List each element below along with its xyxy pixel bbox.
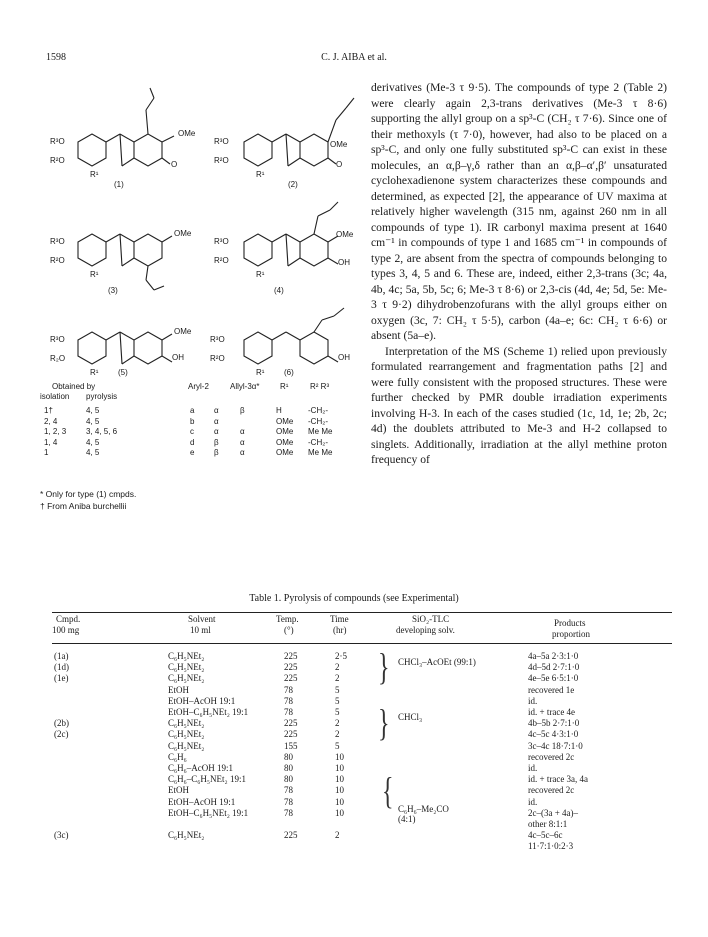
- label-1: (1): [114, 180, 124, 189]
- table-cell-products: 3c–4c 18·7:1·0: [528, 740, 583, 751]
- table-cell-cmpd: (1e): [54, 673, 69, 684]
- brace-3: {: [382, 771, 394, 813]
- note-star: * Only for type (1) cmpds.: [40, 489, 137, 499]
- table-cell-time: 10: [335, 796, 344, 807]
- table-cell-temp: 225: [284, 662, 298, 673]
- legend-header-r1: R¹: [280, 382, 289, 391]
- legend-cell-aryl: α: [214, 427, 219, 436]
- legend-row: [40, 438, 350, 449]
- table-body: [52, 647, 672, 891]
- legend-cell-r2r3: Me Me: [308, 448, 333, 457]
- table-cell-solvent: C₆H₆: [168, 751, 187, 762]
- legend-cell-allyl: α: [240, 448, 245, 457]
- table-cell-time: 5: [335, 740, 340, 751]
- atom-r2o-1: R²O: [50, 156, 65, 165]
- th-tlc-2: developing solv.: [396, 625, 455, 635]
- atom-oh-6: OH: [338, 353, 350, 362]
- legend-cell-key: b: [190, 416, 195, 426]
- table-cell-products: recovered 2c: [528, 751, 575, 762]
- atom-r1-4: R¹: [256, 270, 265, 279]
- atom-r3o-5: R³O: [50, 335, 65, 344]
- table-cell-products: id.: [528, 796, 538, 807]
- label-2: (2): [288, 180, 298, 189]
- th-temp-2: (°): [284, 625, 294, 635]
- table-cell-products: other 8:1:1: [528, 819, 568, 829]
- atom-oh-5: OH: [172, 353, 184, 362]
- table-cell-cmpd: (2b): [54, 718, 69, 729]
- atom-o-2: O: [336, 160, 343, 169]
- atom-oh-4: OH: [338, 258, 350, 267]
- table-cell-products: 11·7:1·0:2·3: [528, 841, 574, 852]
- legend-cell-pyrolysis: 4, 5: [86, 406, 100, 415]
- table-title: Table 1. Pyrolysis of compounds (see Experimental): [249, 593, 459, 604]
- tlc-group-1: CHCl₃–AcOEt (99:1): [398, 657, 476, 667]
- table-cell-time: 2: [335, 662, 340, 673]
- table-cell-temp: 225: [284, 729, 298, 740]
- table-cell-time: 10: [335, 807, 344, 818]
- table-cell-temp: 155: [284, 740, 298, 751]
- table-cell-time: 2: [335, 729, 340, 740]
- legend-cell-r1: OMe: [276, 427, 294, 436]
- table-cell-temp: 78: [284, 785, 293, 796]
- table-cell-solvent: C₆H₆–C₆H₅NEt₂ 19:1: [168, 774, 246, 785]
- table-cell-products: 4b–5b 2·7:1·0: [528, 718, 580, 729]
- table-cell-time: 10: [335, 774, 344, 785]
- table-cell-temp: 225: [284, 673, 298, 684]
- atom-ome-2: OMe: [330, 140, 348, 149]
- legend-cell-aryl: α: [214, 416, 219, 426]
- table-cell-products: id. + trace 4e: [528, 707, 576, 717]
- running-head: C. J. AIBA et al.: [321, 52, 387, 63]
- atom-r3o-2: R³O: [214, 137, 229, 146]
- table-cell-solvent: EtOH–AcOH 19:1: [168, 796, 236, 807]
- atom-ome-1: OMe: [178, 129, 196, 138]
- legend-cell-key: d: [190, 437, 195, 447]
- chemical-structures-figure: [38, 80, 358, 380]
- table-cell-products: recovered 1e: [528, 684, 575, 695]
- legend-notes: [40, 489, 136, 512]
- table-cell-time: 2: [335, 673, 340, 684]
- legend-header-isolation: isolation: [40, 392, 70, 401]
- legend-cell-r2r3: -CH₂-: [308, 406, 328, 415]
- table-cell-solvent: C₆H₅NEt₂: [168, 651, 205, 661]
- table-cell-cmpd: (2c): [54, 729, 69, 740]
- table-cell-cmpd: (1a): [54, 651, 69, 661]
- th-time-2: (hr): [333, 625, 347, 635]
- atom-r2o-5: R₂O: [50, 354, 66, 363]
- atom-r1-6: R¹: [256, 368, 265, 377]
- atom-ome-4: OMe: [336, 230, 354, 239]
- table-cell-solvent: C₆H₅NEt₂: [168, 729, 205, 740]
- legend-row: [40, 427, 350, 438]
- page-number: 1598: [46, 52, 66, 63]
- atom-r1-2: R¹: [256, 170, 265, 179]
- tlc-group-2: CHCl₃: [398, 712, 423, 722]
- legend-header-aryl: Aryl-2: [188, 382, 209, 391]
- atom-ome-5: OMe: [174, 327, 192, 336]
- table-cell-time: 2: [335, 718, 340, 729]
- table-cell-products: 4c–5c–6c: [528, 830, 563, 841]
- legend-cell-pyrolysis: 3, 4, 5, 6: [86, 427, 118, 436]
- table-cell-products: 4c–5c 4·3:1·0: [528, 729, 579, 740]
- brace-2: }: [378, 703, 390, 745]
- legend-cell-isolation: 2, 4: [44, 416, 58, 426]
- legend-cell-key: e: [190, 448, 195, 457]
- legend-row: [40, 448, 350, 459]
- th-temp-1: Temp.: [276, 614, 299, 624]
- tlc-group-4: (4:1): [398, 814, 416, 824]
- legend-cell-r1: OMe: [276, 416, 294, 426]
- table-cell-time: 10: [335, 763, 344, 773]
- table-cell-temp: 225: [284, 651, 298, 661]
- table-cell-time: 10: [335, 785, 344, 796]
- legend-header-pyrolysis: pyrolysis: [86, 392, 118, 401]
- atom-r1-1: R¹: [90, 170, 99, 179]
- table-cell-temp: 225: [284, 718, 298, 729]
- table-cell-solvent: EtOH: [168, 785, 189, 796]
- table-cell-time: 2·5: [335, 651, 347, 661]
- tlc-group-3: C₆H₆–Me₂CO: [398, 804, 449, 814]
- th-products-1: Products: [554, 618, 586, 628]
- atom-r2o-4: R²O: [214, 256, 229, 265]
- legend-header-obtained: Obtained by: [52, 382, 96, 391]
- th-cmpd-1: Cmpd.: [56, 614, 81, 624]
- table-cell-solvent: C₆H₅NEt₂: [168, 673, 205, 684]
- atom-r2o-6: R²O: [210, 354, 225, 363]
- table-cell-solvent: EtOH: [168, 684, 189, 695]
- table-top-rule: [52, 612, 672, 613]
- atom-r3o-1: R³O: [50, 137, 65, 146]
- table-cell-solvent: C₆H₅NEt₂: [168, 662, 205, 673]
- th-solvent-1: Solvent: [188, 614, 216, 624]
- table-cell-time: 2: [335, 830, 340, 841]
- table-cell-products: 4a–5a 2·3:1·0: [528, 651, 579, 661]
- table-cell-solvent: EtOH–AcOH 19:1: [168, 695, 236, 706]
- table-cell-cmpd: (1d): [54, 662, 69, 673]
- table-cell-products: id. + trace 3a, 4a: [528, 774, 589, 785]
- th-cmpd-2: 100 mg: [52, 625, 80, 635]
- body-text-column: [371, 80, 667, 468]
- atom-r1-3: R¹: [90, 270, 99, 279]
- table-cell-solvent: EtOH–C₆H₅NEt₂ 19:1: [168, 707, 249, 717]
- legend-cell-allyl: α: [240, 427, 245, 436]
- legend-cell-aryl: α: [214, 406, 219, 415]
- legend-cell-pyrolysis: 4, 5: [86, 437, 100, 447]
- table-cell-products: 2c–(3a + 4a)–: [528, 807, 579, 818]
- atom-ome-3: OMe: [174, 229, 192, 238]
- table-cell-solvent: C₆H₅NEt₂: [168, 740, 205, 751]
- table-cell-time: 5: [335, 707, 340, 717]
- legend-cell-isolation: 1, 4: [44, 437, 58, 447]
- atom-r3o-4: R³O: [214, 237, 229, 246]
- table-cell-temp: 78: [284, 807, 293, 818]
- paragraph-2: Interpretation of the MS (Scheme 1) relied upon previously formulated rearrangement and fragmentation paths [2] and were fully consistent with the proposed structures. These were further checked by PMR double irradiation experiments involving H-3. In each of the cases studied (1c, 1d, 1e; 2b, 2c; 4d) the doublets attributed to Me-3 and H-2 collapsed to singlets. Additionally, irradiation at the allyl methine proton frequency of: [371, 344, 667, 466]
- table-cell-products: id.: [528, 763, 538, 773]
- legend-cell-aryl: β: [214, 437, 219, 447]
- table-cell-temp: 78: [284, 695, 293, 706]
- legend-cell-pyrolysis: 4, 5: [86, 416, 100, 426]
- table-cell-temp: 78: [284, 707, 293, 717]
- table-cell-solvent: C₆H₅NEt₂: [168, 718, 205, 729]
- table-cell-solvent: C₆H₆–AcOH 19:1: [168, 763, 234, 773]
- legend-cell-key: c: [190, 427, 194, 436]
- legend-cell-r1: OMe: [276, 448, 294, 457]
- table-cell-temp: 78: [284, 684, 293, 695]
- atom-o-1: O: [171, 160, 178, 169]
- table-cell-temp: 80: [284, 763, 293, 773]
- label-5: (5): [118, 368, 128, 377]
- legend-header-r2r3: R² R³: [310, 382, 330, 391]
- th-time-1: Time: [330, 614, 349, 624]
- atom-r2o-3: R²O: [50, 256, 65, 265]
- label-6: (6): [284, 368, 294, 377]
- legend-cell-r1: H: [276, 406, 282, 415]
- table-cell-products: 4e–5e 6·5:1·0: [528, 673, 579, 684]
- table-cell-temp: 78: [284, 796, 293, 807]
- legend-cell-isolation: 1†: [44, 406, 53, 415]
- legend-cell-r2r3: -CH₂-: [308, 437, 328, 447]
- atom-r3o-6: R³O: [210, 335, 225, 344]
- table-header-rule: [52, 643, 672, 644]
- legend-cell-key: a: [190, 406, 195, 415]
- table-cell-time: 5: [335, 695, 340, 706]
- th-solvent-2: 10 ml: [190, 625, 211, 635]
- table-cell-temp: 80: [284, 774, 293, 785]
- table-cell-solvent: EtOH–C₆H₅NEt₂ 19:1: [168, 807, 249, 818]
- th-products-2: proportion: [552, 629, 590, 639]
- table-cell-temp: 80: [284, 751, 293, 762]
- label-3: (3): [108, 286, 118, 295]
- legend-row: [40, 406, 350, 417]
- table-cell-time: 5: [335, 684, 340, 695]
- atom-r1-5: R¹: [90, 368, 99, 377]
- legend-cell-allyl: α: [240, 437, 245, 447]
- legend-cell-isolation: 1, 2, 3: [44, 427, 67, 436]
- table-cell-products: recovered 2c: [528, 785, 575, 796]
- paragraph-1: derivatives (Me-3 τ 9·5). The compounds of type 2 (Table 2) were clearly again 2,3-trans derivatives (Me-3 τ 8·6) supporting the allyl group on a sp³-C (CH₂ τ 7·6). Since one of their methoxyls (τ 7·0), however, had also to be placed on a sp³-C, and only one fully substituted sp³-C can exist in these molecules, an α,β–γ,δ rather than an α,β–α′,β′ unsaturated cyclohexadienone system characterizes these compounds and determined, as expected [2], the appearance of UV maxima at relatively higher wavelength (315 nm, against 260 nm in all compounds of type 1). IR carbonyl maxima present at 1640 cm⁻¹ in compounds of type 1 and 1685 cm⁻¹ in compounds of type 2, are absent from the spectra of compounds belonging to types 3, 4, 5 and 6. These are, indeed, either 2,3-trans (3c; 4a, 4b, 4c; 5a, 5b, 5c; 6; Me-3 τ 8·6) or 2,3-cis (4d, 4e; 5d, 5e: Me-3 τ 9·2) dihydrobenzofurans with the allyl groups either on oxygen (3c, 7: CH₂ τ 5·5), carbon (4a–e; 6c: CH₂ τ 6·6) or absent (5a–e).: [371, 81, 667, 342]
- legend-header-allyl: Allyl-3α*: [230, 382, 260, 391]
- legend-cell-aryl: β: [214, 448, 219, 457]
- legend-cell-isolation: 1: [44, 448, 49, 457]
- table-cell-cmpd: (3c): [54, 830, 69, 841]
- table-cell-products: id.: [528, 695, 538, 706]
- legend-cell-r2r3: Me Me: [308, 427, 333, 436]
- atom-r2o-2: R²O: [214, 156, 229, 165]
- legend-cell-allyl: β: [240, 406, 245, 415]
- note-dagger: † From Aniba burchellii: [40, 500, 127, 511]
- brace-1: }: [378, 647, 390, 689]
- th-tlc-1: SiO₂-TLC: [412, 614, 450, 624]
- table-cell-solvent: C₆H₅NEt₂: [168, 830, 205, 841]
- legend-cell-r1: OMe: [276, 437, 294, 447]
- table-cell-temp: 225: [284, 830, 298, 841]
- label-4: (4): [274, 286, 284, 295]
- atom-r3o-3: R³O: [50, 237, 65, 246]
- legend-cell-r2r3: -CH₂-: [308, 416, 328, 426]
- legend-row: [40, 417, 350, 428]
- table-cell-products: 4d–5d 2·7:1·0: [528, 662, 580, 673]
- legend-cell-pyrolysis: 4, 5: [86, 448, 100, 457]
- table-cell-time: 10: [335, 751, 344, 762]
